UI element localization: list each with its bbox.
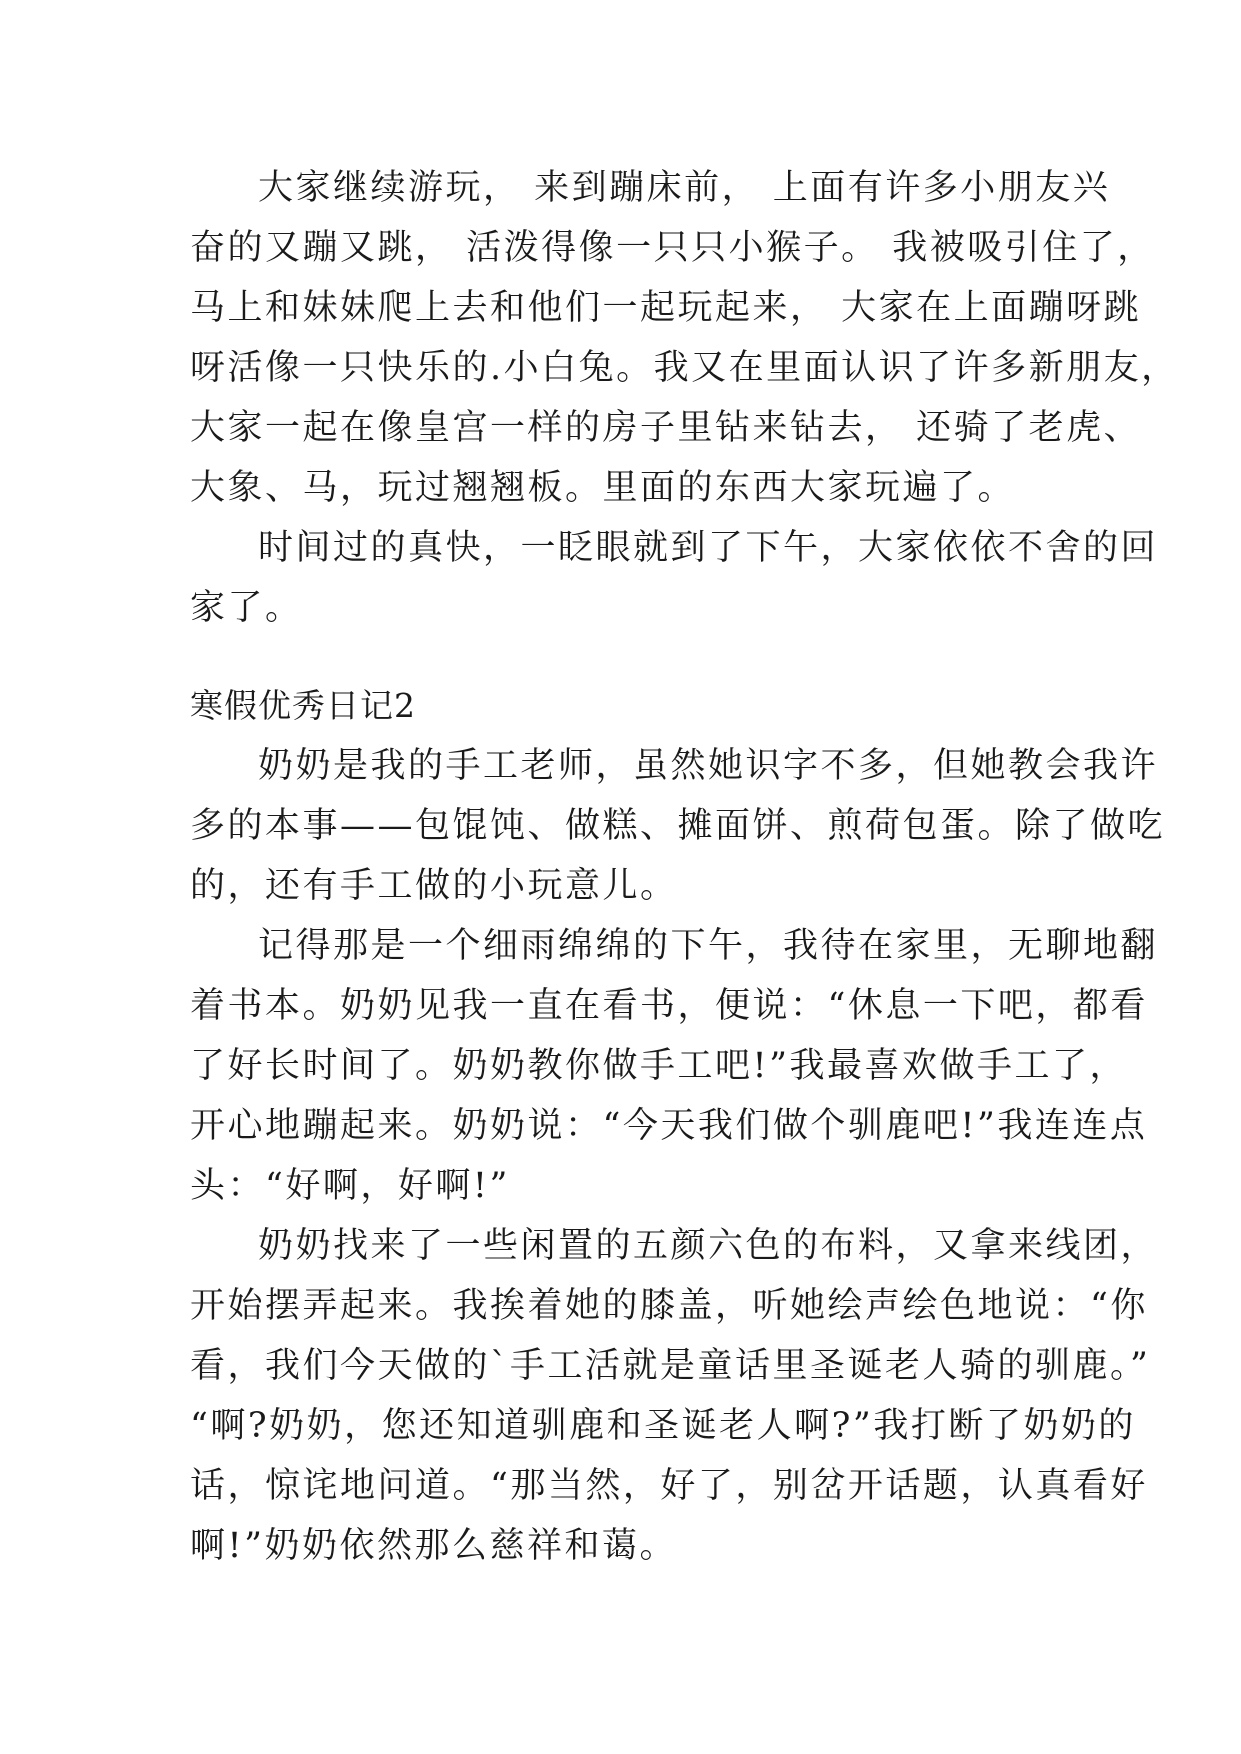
text-line: 头：“好啊，好啊!”	[190, 1166, 510, 1206]
text-line: 着书本。奶奶见我一直在看书，便说：“休息一下吧，都看	[190, 986, 1148, 1026]
text-line: 开心地蹦起来。奶奶说：“今天我们做个驯鹿吧!”我连连点	[190, 1106, 1148, 1146]
text-line: 啊!”奶奶依然那么慈祥和蔼。	[190, 1526, 677, 1566]
text-line: 了好长时间了。奶奶教你做手工吧!”我最喜欢做手工了，	[190, 1046, 1127, 1086]
text-line: 记得那是一个细雨绵绵的下午，我待在家里，无聊地翻	[258, 926, 1159, 966]
text-line: 奶奶是我的手工老师，虽然她识字不多，但她教会我许	[258, 746, 1159, 786]
text-line: 看，我们今天做的`手工活就是童话里圣诞老人骑的驯鹿。”	[190, 1346, 1151, 1386]
text-line: 奋的又蹦又跳， 活泼得像一只只小猴子。 我被吸引住了，	[190, 228, 1155, 268]
text-line: 多的本事——包馄饨、做糕、摊面饼、煎荷包蛋。除了做吃	[190, 806, 1166, 846]
text-line: 时间过的真快，一眨眼就到了下午，大家依依不舍的回	[258, 528, 1159, 568]
text-line: 呀活像一只快乐的.小白兔。我又在里面认识了许多新朋友，	[190, 348, 1179, 388]
text-line: 开始摆弄起来。我挨着她的膝盖，听她绘声绘色地说：“你	[190, 1286, 1148, 1326]
text-line: 的，还有手工做的小玩意儿。	[190, 866, 678, 906]
text-line: 话，惊诧地问道。“那当然，好了，别岔开话题，认真看好	[190, 1466, 1148, 1506]
section-title: 寒假优秀日记2	[190, 686, 416, 725]
text-line: 家了。	[190, 588, 303, 628]
text-line: 奶奶找来了一些闲置的五颜六色的布料，又拿来线团，	[258, 1226, 1159, 1266]
text-line: 大家继续游玩， 来到蹦床前， 上面有许多小朋友兴	[258, 168, 1111, 208]
text-line: 马上和妹妹爬上去和他们一起玩起来， 大家在上面蹦呀跳	[190, 288, 1142, 328]
text-line: 大家一起在像皇宫一样的房子里钻来钻去， 还骑了老虎、	[190, 408, 1142, 448]
text-line: 大象、马，玩过翘翘板。里面的东西大家玩遍了。	[190, 468, 1016, 508]
text-line: “啊?奶奶，您还知道驯鹿和圣诞老人啊?”我打断了奶奶的	[190, 1406, 1136, 1446]
